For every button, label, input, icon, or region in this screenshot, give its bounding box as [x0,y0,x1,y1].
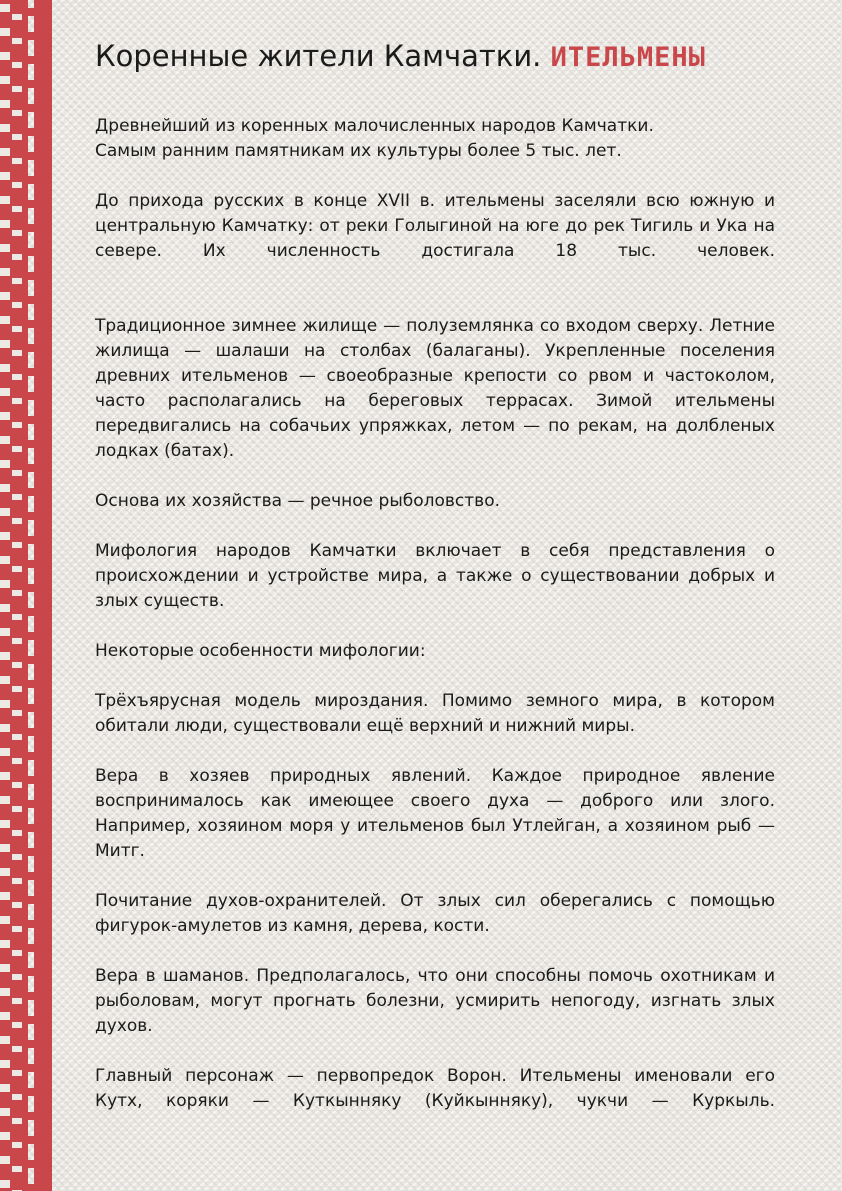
ornament-tooth [26,392,36,400]
ornament-notch [0,148,10,156]
ornament-stripe [34,0,52,1191]
ornament-notch [0,28,10,36]
ornament-notch [12,1118,22,1124]
ornament-tooth [26,248,36,256]
ornament-tooth [26,1016,36,1024]
ornament-notch [12,734,22,740]
ornament-tooth [26,1160,36,1168]
ornament-tooth [26,176,36,184]
paragraph-mythology: Мифология народов Камчатки включает в себя представления о происхождении и устройстве мира, а также о существовании добрых и злых существ. [95,541,775,611]
paragraph-three-worlds: Трёхъярусная модель мироздания. Помимо земного мира, в котором обитали люди, существовали ещё верхний и нижний миры. [95,691,775,736]
ornament-tooth [26,992,36,1000]
ornament-notch [12,830,22,836]
ornament-notch [12,1070,22,1076]
ornament-notch [0,388,10,396]
ornament-notch [12,998,22,1004]
decorative-ornament-border [0,0,52,1191]
ornament-notch [12,974,22,980]
ornament-notch [12,518,22,524]
ornament-notch [0,940,10,948]
ornament-notch [0,772,10,780]
ornament-notch [12,326,22,332]
ornament-notch [0,4,10,12]
ornament-notch [0,796,10,804]
ornament-notch [12,446,22,452]
ornament-notch [12,590,22,596]
ornament-tooth [26,728,36,736]
ornament-tooth [26,1136,36,1144]
ornament-notch [12,1046,22,1052]
ornament-notch [0,508,10,516]
ornament-notch [12,62,22,68]
ornament-notch [0,1036,10,1044]
ornament-notch [12,14,22,20]
ornament-notch [0,844,10,852]
ornament-notch [0,76,10,84]
ornament-notch [12,1166,22,1172]
ornament-notch [0,724,10,732]
paragraph-economy: Основа их хозяйства — речное рыболовство. [95,491,500,511]
ornament-tooth [26,224,36,232]
ornament-notch [12,134,22,140]
paragraph-dwellings: Традиционное зимнее жилище — полуземлянка со входом сверху. Летние жилища — шалаши на столбах (балаганы). Укрепленные поселения древних ительменов — своеобразные крепости со рвом и частоколом, часто располагались на береговых террасах. Зимой ительмены передвигались на собачьих упряжках, летом — по рекам, на долбленых лодках (батах). [95,316,775,461]
ornament-notch [0,124,10,132]
ornament-notch [0,292,10,300]
ornament-notch [12,950,22,956]
ornament-notch [12,374,22,380]
ornament-tooth [26,8,36,16]
ornament-tooth [26,1112,36,1120]
ornament-notch [0,172,10,180]
ornament-notch [12,182,22,188]
ornament-notch [0,1180,10,1188]
ornament-notch [0,964,10,972]
ornament-notch [12,638,22,644]
ornament-notch [0,52,10,60]
ornament-notch [0,100,10,108]
article-body [95,114,775,1114]
ornament-notch [12,254,22,260]
ornament-tooth [26,104,36,112]
ornament-notch [0,652,10,660]
title-accent: ИТЕЛЬМЕНЫ [550,42,706,73]
ornament-tooth [26,1184,36,1191]
ornament-notch [12,158,22,164]
ornament-notch [0,820,10,828]
ornament-tooth [26,944,36,952]
ornament-tooth [26,440,36,448]
ornament-notch [12,470,22,476]
ornament-notch [12,710,22,716]
ornament-tooth [26,368,36,376]
ornament-notch [12,350,22,356]
ornament-notch [0,196,10,204]
ornament-tooth [26,848,36,856]
ornament-notch [12,206,22,212]
page-title [95,34,795,80]
ornament-notch [0,412,10,420]
ornament-tooth [26,1040,36,1048]
ornament-tooth [26,200,36,208]
paragraph-mythology-features: Некоторые особенности мифологии: [95,641,426,661]
ornament-notch [0,1108,10,1116]
ornament-notch [12,782,22,788]
ornament-tooth [26,704,36,712]
ornament-tooth [26,32,36,40]
ornament-notch [12,1022,22,1028]
ornament-notch [0,460,10,468]
ornament-tooth [26,344,36,352]
ornament-notch [12,110,22,116]
ornament-tooth [26,824,36,832]
ornament-tooth [26,560,36,568]
ornament-notch [0,436,10,444]
ornament-notch [0,220,10,228]
ornament-notch [12,614,22,620]
ornament-tooth [26,800,36,808]
ornament-tooth [26,776,36,784]
ornament-notch [0,484,10,492]
ornament-tooth [26,320,36,328]
paragraph-guardian-spirits: Почитание духов-охранителей. От злых сил оберегались с помощью фигурок-амулетов из камня, дерева, кости. [95,891,775,936]
ornament-tooth [26,152,36,160]
ornament-notch [12,542,22,548]
ornament-notch [12,902,22,908]
paragraph-intro [95,114,775,164]
ornament-notch [12,1142,22,1148]
ornament-notch [12,398,22,404]
ornament-notch [0,604,10,612]
ornament-tooth [26,680,36,688]
ornament-tooth [26,56,36,64]
ornament-notch [12,494,22,500]
ornament-notch [0,580,10,588]
ornament-notch [12,662,22,668]
ornament-notch [0,556,10,564]
ornament-notch [12,278,22,284]
paragraph-nature-spirits: Вера в хозяев природных явлений. Каждое природное явление воспринималось как имеющее своего духа — доброго или злого. Например, хозяином моря у ительменов был Утлейган, а хозяином рыб — Митг. [95,766,775,861]
ornament-notch [12,854,22,860]
intro-line-1: Древнейший из коренных малочисленных народов Камчатки. [95,116,654,136]
ornament-notch [12,302,22,308]
ornament-notch [0,268,10,276]
ornament-notch [0,892,10,900]
paragraph-shamans: Вера в шаманов. Предполагалось, что они способны помочь охотникам и рыболовам, могут прогнать болезни, усмирить непогоду, изгнать злых духов. [95,966,775,1036]
ornament-tooth [26,416,36,424]
title-main: Коренные жители Камчатки. [95,39,542,73]
ornament-tooth [26,296,36,304]
ornament-notch [12,926,22,932]
ornament-tooth [26,536,36,544]
ornament-notch [12,422,22,428]
ornament-tooth [26,128,36,136]
ornament-notch [0,916,10,924]
ornament-tooth [26,752,36,760]
ornament-notch [0,244,10,252]
ornament-notch [12,806,22,812]
ornament-notch [12,230,22,236]
ornament-notch [0,340,10,348]
ornament-tooth [26,632,36,640]
ornament-notch [0,868,10,876]
ornament-notch [12,86,22,92]
ornament-notch [0,1012,10,1020]
ornament-notch [12,566,22,572]
ornament-tooth [26,584,36,592]
ornament-notch [12,38,22,44]
ornament-tooth [26,920,36,928]
ornament-tooth [26,896,36,904]
ornament-tooth [26,1064,36,1072]
paragraph-raven: Главный персонаж — первопредок Ворон. Ительмены именовали его Кутх, коряки — Куткынняку (Куйкынняку), чукчи — Куркыль. [95,1066,775,1111]
ornament-tooth [26,464,36,472]
ornament-notch [0,988,10,996]
ornament-notch [12,686,22,692]
ornament-tooth [26,608,36,616]
paragraph-history: До прихода русских в конце XVII в. ительмены заселяли всю южную и центральную Камчатку: от реки Голыгиной на юге до рек Тигиль и Ука на севере. Их численность достигала 18 тыс. человек. [95,191,775,261]
ornament-tooth [26,80,36,88]
ornament-notch [0,700,10,708]
ornament-tooth [26,872,36,880]
ornament-notch [0,676,10,684]
ornament-tooth [26,512,36,520]
ornament-notch [0,1060,10,1068]
ornament-notch [12,1094,22,1100]
ornament-notch [0,1132,10,1140]
ornament-notch [0,628,10,636]
ornament-notch [0,748,10,756]
ornament-notch [12,878,22,884]
ornament-tooth [26,488,36,496]
ornament-notch [0,364,10,372]
ornament-tooth [26,1088,36,1096]
ornament-notch [0,1084,10,1092]
ornament-notch [12,758,22,764]
intro-line-2: Самым ранним памятникам их культуры более 5 тыс. лет. [95,141,622,161]
ornament-tooth [26,968,36,976]
ornament-tooth [26,272,36,280]
ornament-notch [0,316,10,324]
ornament-notch [0,532,10,540]
ornament-tooth [26,656,36,664]
ornament-notch [0,1156,10,1164]
